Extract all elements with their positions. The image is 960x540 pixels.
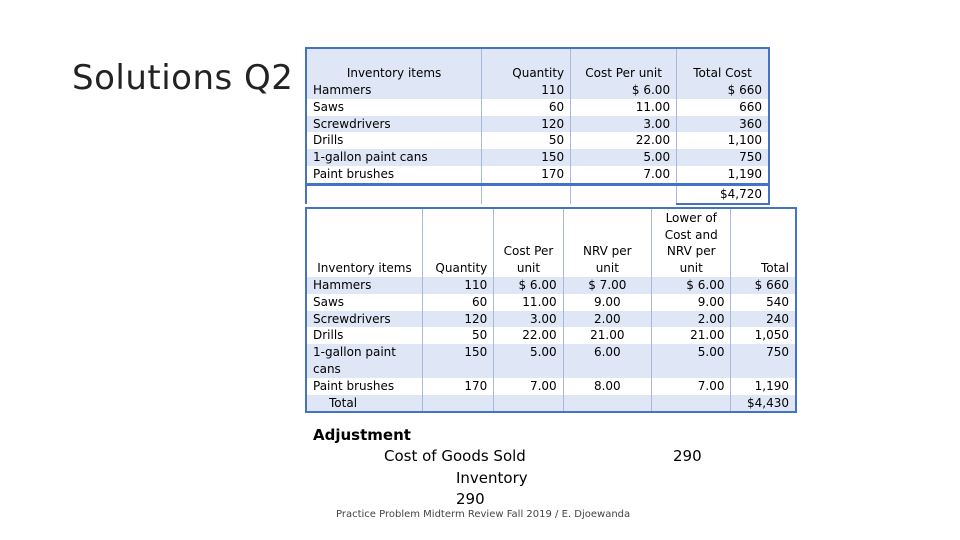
total-value: $4,430 xyxy=(731,395,796,413)
cell-total: 240 xyxy=(731,311,796,328)
table-row xyxy=(306,116,769,133)
cell-cost: 3.00 xyxy=(571,116,677,133)
table-row xyxy=(306,344,796,378)
cell-item: Saws xyxy=(313,99,345,114)
table-row xyxy=(306,149,769,166)
header-total: Total xyxy=(731,208,796,277)
cell-quantity: 120 xyxy=(482,116,571,133)
header-total-cost: Total Cost xyxy=(677,48,769,82)
cell-quantity: 50 xyxy=(423,327,494,344)
cell-quantity: 110 xyxy=(423,277,494,294)
cell-total: 540 xyxy=(731,294,796,311)
empty-cell xyxy=(651,395,730,413)
grand-total: $4,720 xyxy=(677,184,769,203)
cell-total: $ 660 xyxy=(677,82,769,99)
cell-quantity: 150 xyxy=(482,149,571,166)
debit-amount: 290 xyxy=(673,447,702,465)
cell-cost: 11.00 xyxy=(571,99,677,116)
cell-item: 1-gallon paint cans xyxy=(306,149,482,166)
grand-total-row xyxy=(306,184,769,203)
table-row xyxy=(306,166,769,184)
table-row xyxy=(306,277,796,294)
header-inventory-items: Inventory items xyxy=(306,48,482,82)
cell-cost: 7.00 xyxy=(494,378,563,395)
cell-total: 1,190 xyxy=(677,166,769,184)
table-row xyxy=(306,294,796,311)
cell-quantity: 120 xyxy=(423,311,494,328)
slide-title: Solutions Q2 xyxy=(72,58,294,98)
table-row xyxy=(306,82,769,99)
header-inventory-items: Inventory items xyxy=(317,261,412,276)
cell-lower: 2.00 xyxy=(651,311,730,328)
cell-cost: 22.00 xyxy=(571,132,677,149)
header-lower-of-cost-nrv: Lower of Cost and NRV per unit xyxy=(651,208,730,277)
cell-quantity: 60 xyxy=(482,99,571,116)
cell-nrv: 2.00 xyxy=(563,311,651,328)
cost-table xyxy=(305,47,770,205)
cell-nrv: $ 7.00 xyxy=(563,277,651,294)
table-row xyxy=(306,132,769,149)
cell-cost: 7.00 xyxy=(571,166,677,184)
cell-item: Saws xyxy=(313,294,345,309)
cell-quantity: 50 xyxy=(482,132,571,149)
cell-cost: 5.00 xyxy=(571,149,677,166)
cell-item: Hammers xyxy=(306,277,423,294)
empty-cell xyxy=(482,184,571,203)
table-header-row xyxy=(306,208,796,277)
cell-cost: $ 6.00 xyxy=(571,82,677,99)
empty-cell xyxy=(571,184,677,203)
cell-total: 750 xyxy=(677,149,769,166)
cell-item: Screwdrivers xyxy=(306,116,482,133)
header-quantity: Quantity xyxy=(482,48,571,82)
cell-lower: 7.00 xyxy=(651,378,730,395)
cell-nrv: 6.00 xyxy=(563,344,651,378)
cell-total: $ 660 xyxy=(731,277,796,294)
cell-total: 750 xyxy=(731,344,796,378)
header-cost-per-unit: Cost Per unit xyxy=(571,48,677,82)
cell-item: Screwdrivers xyxy=(306,311,423,328)
table-row xyxy=(306,327,796,344)
cell-quantity: 170 xyxy=(423,378,494,395)
credit-amount: 290 xyxy=(456,490,485,508)
cell-total: 360 xyxy=(677,116,769,133)
lower-of-cost-nrv-table xyxy=(305,207,797,413)
debit-account: Cost of Goods Sold xyxy=(384,447,526,465)
cell-quantity: 170 xyxy=(482,166,571,184)
header-cost-per-unit: Cost Per unit xyxy=(494,208,563,277)
table-row xyxy=(306,311,796,328)
cell-total: 660 xyxy=(677,99,769,116)
table-row xyxy=(306,378,796,395)
total-label: Total xyxy=(306,395,423,413)
cell-item: Paint brushes xyxy=(313,166,395,181)
cell-lower: 9.00 xyxy=(651,294,730,311)
cell-total: 1,190 xyxy=(731,378,796,395)
total-row xyxy=(306,395,796,413)
cell-cost: $ 6.00 xyxy=(494,277,563,294)
cell-total: 1,050 xyxy=(731,327,796,344)
cell-cost: 3.00 xyxy=(494,311,563,328)
cell-quantity: 150 xyxy=(423,344,494,378)
header-nrv-per-unit: NRV per unit xyxy=(563,208,651,277)
cell-lower: 21.00 xyxy=(651,327,730,344)
empty-cell xyxy=(563,395,651,413)
cell-nrv: 9.00 xyxy=(563,294,651,311)
empty-cell xyxy=(423,395,494,413)
header-quantity: Quantity xyxy=(423,208,494,277)
empty-cell xyxy=(494,395,563,413)
cell-item: Hammers xyxy=(306,82,482,99)
cell-item: 1-gallon paint cans xyxy=(306,344,423,378)
cell-nrv: 8.00 xyxy=(563,378,651,395)
cell-total: 1,100 xyxy=(677,132,769,149)
cell-quantity: 60 xyxy=(423,294,494,311)
cell-cost: 11.00 xyxy=(494,294,563,311)
table-header-row xyxy=(306,48,769,82)
empty-cell xyxy=(306,184,482,203)
adjustment-heading: Adjustment xyxy=(313,426,411,444)
slide-footer: Practice Problem Midterm Review Fall 2019 / E. Djoewanda xyxy=(336,509,631,520)
cell-cost: 5.00 xyxy=(494,344,563,378)
cell-item: Drills xyxy=(313,133,344,148)
cell-item: Drills xyxy=(313,328,344,343)
cell-lower: 5.00 xyxy=(651,344,730,378)
cell-quantity: 110 xyxy=(482,82,571,99)
cell-nrv: 21.00 xyxy=(563,327,651,344)
cell-item: Paint brushes xyxy=(313,378,395,393)
table-row xyxy=(306,99,769,116)
credit-account: Inventory xyxy=(456,469,528,487)
cell-lower: $ 6.00 xyxy=(651,277,730,294)
cell-cost: 22.00 xyxy=(494,327,563,344)
